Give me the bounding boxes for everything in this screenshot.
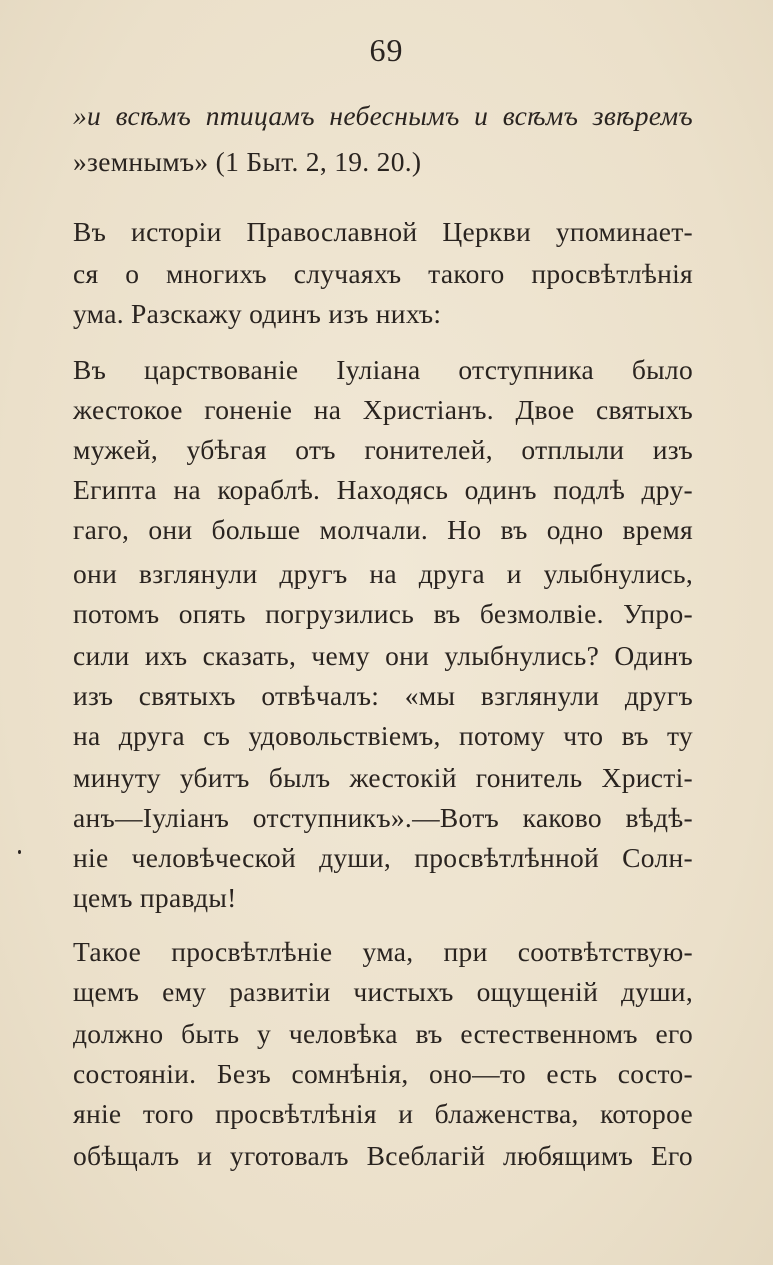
text-line-25: обѣщалъ и уготовалъ Всеблагій любящимъ Его bbox=[73, 1140, 693, 1171]
text-line-18: ніе человѣческой души, просвѣтлѣнной Солн- bbox=[73, 842, 693, 873]
text-line-9: Египта на кораблѣ. Находясь одинъ подлѣ дру- bbox=[73, 474, 693, 505]
text-line-22: должно быть у человѣка въ естественномъ его bbox=[73, 1018, 693, 1049]
text-line-14: изъ святыхъ отвѣчалъ: «мы взглянули другъ bbox=[73, 680, 693, 711]
text-line-8: мужей, убѣгая отъ гонителей, отплыли изъ bbox=[73, 434, 693, 465]
page-number: 69 bbox=[369, 32, 404, 68]
text-line-5: ума. Разскажу одинъ изъ нихъ: bbox=[73, 298, 442, 329]
text-line-19: цемъ правды! bbox=[73, 882, 237, 913]
text-line-20: Такое просвѣтлѣніе ума, при соотвѣтствую- bbox=[73, 936, 693, 967]
text-line-4: ся о многихъ случаяхъ такого просвѣтлѣнія bbox=[73, 258, 693, 289]
text-line-2: »земнымъ» (1 Быт. 2, 19. 20.) bbox=[73, 146, 422, 177]
text-line-12: потомъ опять погрузились въ безмолвіе. Упро- bbox=[73, 598, 693, 629]
text-line-3: Въ исторіи Православной Церкви упоминает- bbox=[73, 216, 693, 247]
text-line-15: на друга съ удовольствіемъ, потому что въ ту bbox=[73, 720, 693, 751]
text-line-6: Въ царствованіе Іуліана отступника было bbox=[73, 354, 693, 385]
text-line-1: »и всѣмъ птицамъ небеснымъ и всѣмъ звѣремъ bbox=[73, 100, 693, 131]
text-line-21: щемъ ему развитіи чистыхъ ощущеній души, bbox=[73, 976, 693, 1007]
ink-speck bbox=[18, 850, 21, 854]
text-line-23: состояніи. Безъ сомнѣнія, оно—то есть состо- bbox=[73, 1058, 693, 1089]
text-line-10: гаго, они больше молчали. Но въ одно время bbox=[73, 514, 693, 545]
text-line-16: минуту убитъ былъ жестокій гонитель Христі- bbox=[73, 762, 693, 793]
text-line-13: сили ихъ сказать, чему они улыбнулись? Одинъ bbox=[73, 640, 693, 671]
text-line-24: яніе того просвѣтлѣнія и блаженства, которое bbox=[73, 1098, 693, 1129]
text-line-7: жестокое гоненіе на Христіанъ. Двое святыхъ bbox=[73, 394, 693, 425]
text-line-17: анъ—Іуліанъ отступникъ».—Вотъ каково вѣдѣ- bbox=[73, 802, 693, 833]
text-line-11: они взглянули другъ на друга и улыбнулись, bbox=[73, 558, 693, 589]
